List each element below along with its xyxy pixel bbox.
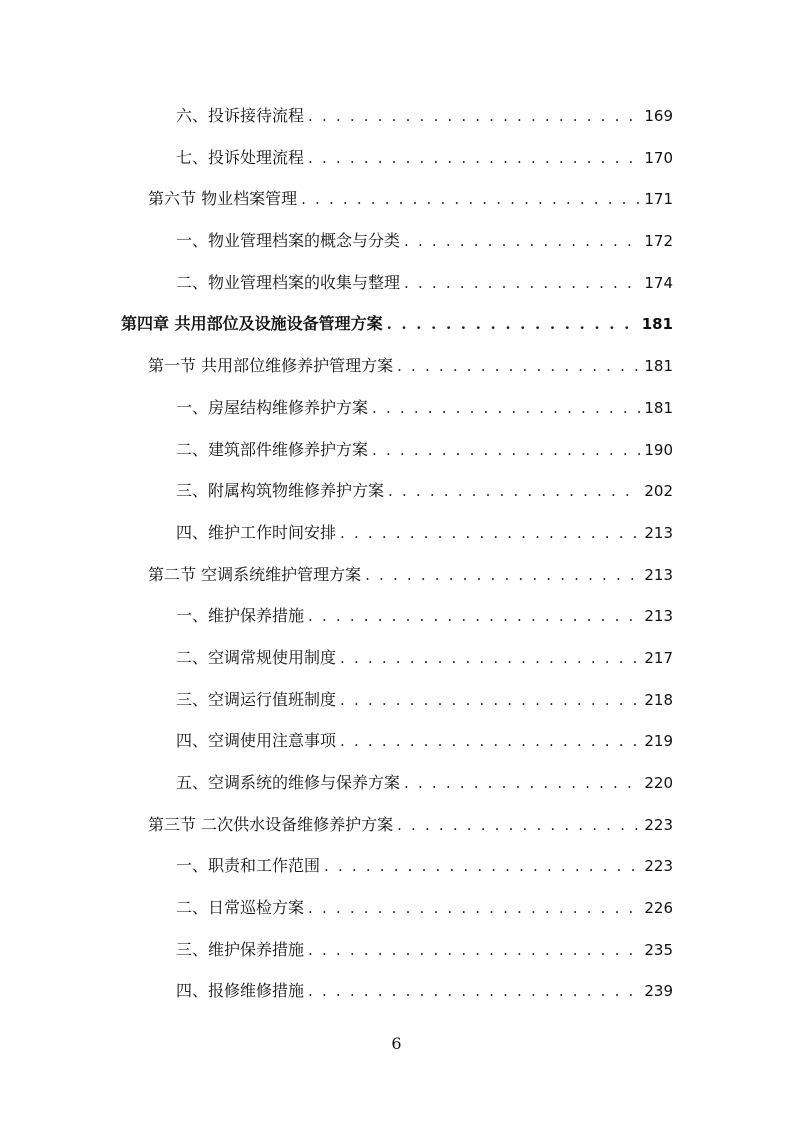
toc-entry [0, 388, 793, 430]
toc-entry [0, 888, 793, 930]
toc-dot-leader [372, 398, 640, 418]
toc-dot-leader [308, 106, 640, 126]
toc-entry-page: 213 [644, 565, 673, 584]
toc-entry-page: 181 [644, 398, 673, 417]
toc-entry-page: 169 [644, 107, 673, 125]
toc-entry-page: 226 [644, 899, 673, 918]
toc-entry-title: 三、空调运行值班制度 [176, 689, 337, 709]
toc-dot-leader [308, 898, 640, 918]
toc-entry-page: 170 [644, 148, 673, 167]
toc-entry-page: 202 [644, 482, 673, 501]
toc-entry-title: 四、维护工作时间安排 [176, 522, 337, 542]
toc-dot-leader [308, 148, 640, 168]
toc-section-entry [0, 346, 793, 388]
toc-entry [0, 96, 793, 138]
toc-dot-leader [340, 648, 640, 668]
table-of-contents [0, 96, 793, 1013]
toc-entry-page: 181 [644, 357, 673, 376]
toc-dot-leader [308, 981, 640, 1001]
toc-entry [0, 221, 793, 263]
toc-entry-title: 四、空调使用注意事项 [176, 731, 337, 751]
toc-entry-page: 219 [644, 732, 673, 751]
toc-dot-leader [397, 815, 640, 835]
toc-dot-leader [340, 523, 640, 543]
toc-entry-title: 四、报修维修措施 [176, 981, 305, 1001]
toc-entry-title: 第一节 共用部位维修养护管理方案 [148, 356, 394, 376]
toc-entry-title: 二、日常巡检方案 [176, 898, 305, 918]
toc-entry-page: 213 [644, 523, 673, 542]
toc-entry-page: 172 [644, 232, 673, 251]
toc-entry-page: 174 [644, 273, 673, 292]
toc-dot-leader [308, 940, 640, 960]
toc-entry-title: 第二节 空调系统维护管理方案 [148, 564, 362, 584]
toc-entry [0, 138, 793, 180]
toc-entry [0, 471, 793, 513]
toc-entry-title: 一、职责和工作范围 [176, 856, 321, 876]
toc-entry-title: 二、物业管理档案的收集与整理 [176, 272, 401, 292]
page-number: 6 [391, 1034, 402, 1053]
toc-entry-title: 六、投诉接待流程 [176, 106, 305, 125]
toc-section-entry [0, 179, 793, 221]
toc-dot-leader [404, 773, 640, 793]
toc-entry [0, 846, 793, 888]
toc-entry [0, 430, 793, 472]
toc-entry-page: 171 [644, 190, 673, 209]
toc-entry [0, 721, 793, 763]
toc-entry-page: 239 [644, 982, 673, 1001]
toc-entry-title: 一、维护保养措施 [176, 606, 305, 626]
toc-entry-title: 三、维护保养措施 [176, 939, 305, 959]
toc-entry-title: 第六节 物业档案管理 [148, 189, 298, 209]
toc-entry-page: 235 [644, 940, 673, 959]
toc-dot-leader [397, 356, 640, 376]
toc-entry-page: 190 [644, 440, 673, 459]
toc-entry [0, 971, 793, 1013]
toc-dot-leader [324, 856, 640, 876]
toc-entry-title: 二、建筑部件维修养护方案 [176, 439, 369, 459]
toc-dot-leader [340, 690, 640, 710]
toc-entry-title: 第四章 共用部位及设施设备管理方案 [121, 314, 383, 334]
toc-entry-title: 第三节 二次供水设备维修养护方案 [148, 814, 394, 834]
toc-entry-page: 223 [644, 857, 673, 876]
toc-dot-leader [372, 440, 640, 460]
toc-entry-page: 220 [644, 774, 673, 792]
toc-chapter-entry [0, 304, 793, 346]
toc-entry-title: 一、房屋结构维修养护方案 [176, 397, 369, 417]
toc-entry-title: 三、附属构筑物维修养护方案 [176, 481, 385, 501]
toc-dot-leader [365, 565, 640, 585]
toc-entry-title: 七、投诉处理流程 [176, 147, 305, 167]
toc-dot-leader [340, 731, 640, 751]
toc-entry [0, 763, 793, 805]
toc-entry [0, 638, 793, 680]
toc-entry-title: 二、空调常规使用制度 [176, 647, 337, 667]
toc-section-entry [0, 805, 793, 847]
toc-entry-page: 213 [644, 607, 673, 626]
toc-entry-page: 181 [641, 315, 673, 334]
toc-dot-leader [404, 273, 640, 293]
toc-dot-leader [308, 606, 640, 626]
toc-entry-page: 218 [644, 690, 673, 709]
toc-dot-leader [388, 481, 640, 501]
toc-entry [0, 263, 793, 305]
toc-entry-page: 223 [644, 815, 673, 834]
toc-section-entry [0, 555, 793, 597]
toc-entry-title: 一、物业管理档案的概念与分类 [176, 231, 401, 251]
toc-entry [0, 513, 793, 555]
toc-entry [0, 680, 793, 722]
toc-entry [0, 596, 793, 638]
toc-dot-leader [387, 314, 638, 334]
toc-entry [0, 930, 793, 972]
toc-dot-leader [301, 189, 640, 209]
toc-entry-title: 五、空调系统的维修与保养方案 [176, 773, 401, 792]
toc-entry-page: 217 [644, 648, 673, 667]
toc-dot-leader [404, 231, 640, 251]
